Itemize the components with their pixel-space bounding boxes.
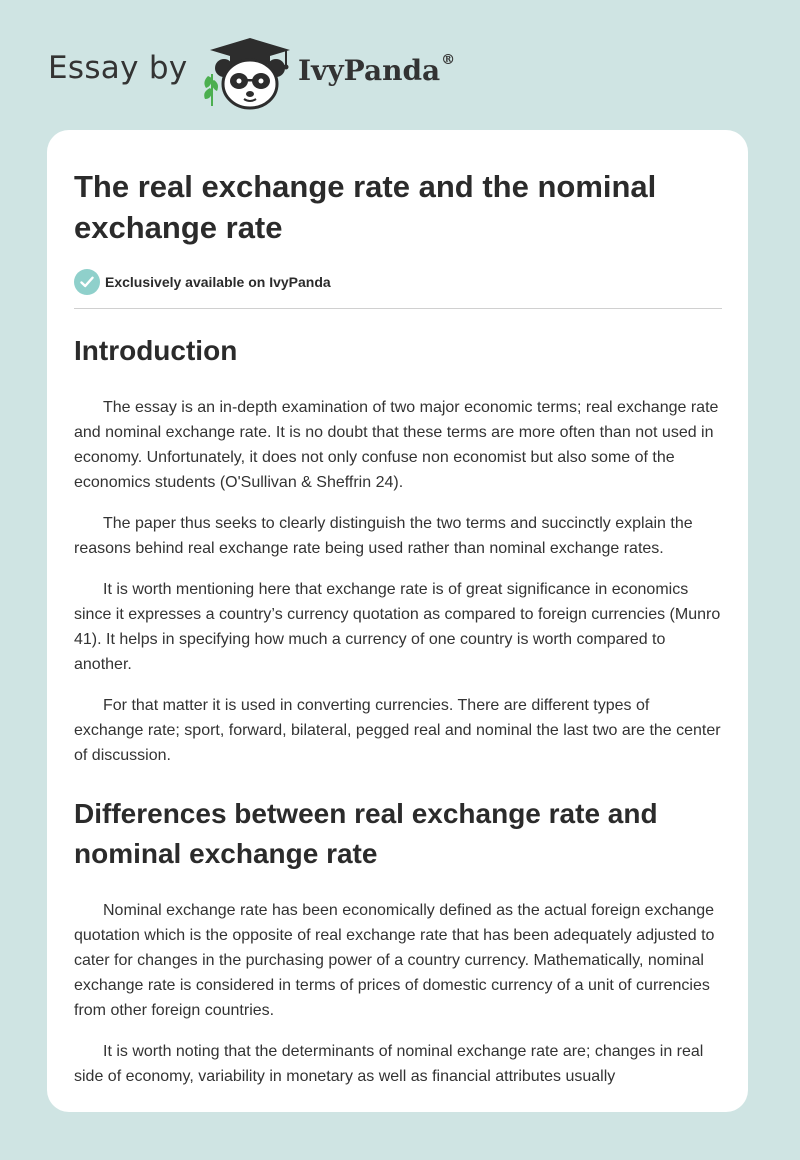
essay-title: The real exchange rate and the nominal exchange rate <box>74 169 657 245</box>
section-heading-introduction: Introduction <box>74 335 238 366</box>
essay-card <box>47 130 748 1112</box>
badge-text: Exclusively available on IvyPanda <box>105 274 331 290</box>
check-circle-icon <box>74 269 100 295</box>
ivypanda-logo-icon[interactable] <box>200 36 295 110</box>
paragraph: The paper thus seeks to clearly distinguish the two terms and succinctly explain the reasons behind real exchange rate being used rather than nominal exchange rates. <box>74 515 693 557</box>
site-header <box>0 0 800 130</box>
paragraph: It is worth noting that the determinants of nominal exchange rate are; changes in real side of economy, variability in monetary as well as financial attributes usually <box>74 1043 704 1085</box>
paragraph: The essay is an in-depth examination of two major economic terms; real exchange rate and nominal exchange rate. It is no doubt that these terms are more often than not used in economy. Unfortunately, it does not only confuse non economist but also some of the economics students (O'Sullivan & Sheffrin 24). <box>74 399 719 491</box>
section-heading-differences: Differences between real exchange rate and nominal exchange rate <box>74 798 658 869</box>
paragraph: Nominal exchange rate has been economically defined as the actual foreign exchange quotation which is the opposite of real exchange rate that has been adequately adjusted to cater for changes in the purchasing power of a country currency. Mathematically, nominal exchange rate is considered in terms of prices of domestic currency of a unit of currencies from other foreign countries. <box>74 902 715 1019</box>
brand-prefix: Essay by <box>48 50 188 86</box>
paragraph: It is worth mentioning here that exchange rate is of great significance in economics since it expresses a country’s currency quotation as compared to foreign currencies (Munro 41). It helps in specifying how much a currency of one country is worth compared to another. <box>74 581 721 673</box>
exclusive-badge <box>74 268 722 296</box>
brand-name: IvyPanda® <box>298 52 456 87</box>
paragraph: For that matter it is used in converting currencies. There are different types of exchange rate; sport, forward, bilateral, pegged real and nominal the last two are the center of discussion. <box>74 697 721 764</box>
divider <box>74 308 722 309</box>
